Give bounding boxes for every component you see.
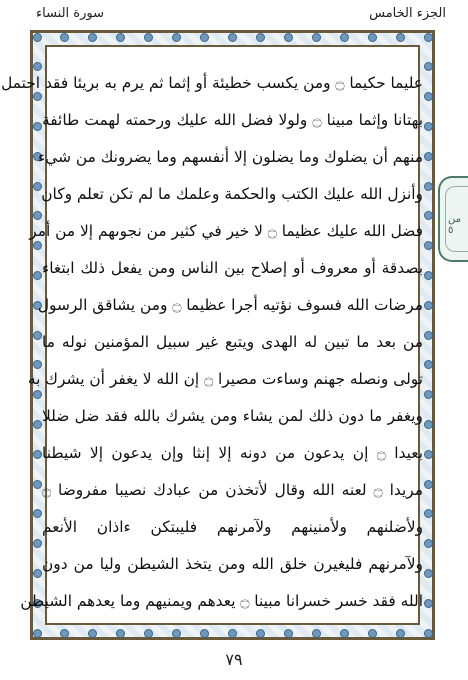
ornament-dot	[33, 271, 42, 280]
ornament-dot	[396, 33, 405, 42]
ornament-dot	[424, 152, 433, 161]
ornament-dot	[33, 33, 42, 42]
ornament-dot	[424, 271, 433, 280]
ornament-dot	[33, 509, 42, 518]
page-header	[0, 0, 468, 30]
ornament-dot	[424, 599, 433, 608]
ornament-dot	[33, 629, 42, 638]
ornament-dot	[340, 33, 349, 42]
verse-line-3: منهم أن يضلوك وما يضلون إلا أنفسهم وما يضرونك من شيء	[38, 148, 423, 166]
verse-line-6: بصدقة أو معروف أو إصلاح بين الناس ومن يفعل ذلك ابتغاء	[42, 259, 423, 277]
ornament-dot	[33, 569, 42, 578]
ornament-dot	[60, 33, 69, 42]
ornament-dot	[396, 629, 405, 638]
verse-line-10: ويغفر ما دون ذلك لمن يشاء ومن يشرك بالله فقد ضل ضللا	[42, 407, 423, 425]
ornament-dot	[424, 629, 433, 638]
surah-label: سورة النساء	[36, 6, 104, 21]
ornament-dot	[424, 539, 433, 548]
ornament-dot	[33, 331, 42, 340]
verse-line-1: عليما حكيما ۝ ومن يكسب خطيئة أو إثما ثم يرم به بريئا فقد احتمل	[1, 74, 423, 92]
verse-lines	[1, 66, 424, 626]
ornament-dot	[200, 33, 209, 42]
ornament-dot	[284, 33, 293, 42]
ornament-dot	[172, 33, 181, 42]
ornament-dot	[200, 629, 209, 638]
ornament-dot	[312, 629, 321, 638]
ornament-dot	[284, 629, 293, 638]
verse-line-5: فضل الله عليك عظيما ۝ لا خير في كثير من نجوىهم إلا من أمر	[29, 222, 423, 240]
ornament-dot	[228, 629, 237, 638]
ornament-dot	[424, 241, 433, 250]
verse-line-13: ولأضلنهم ولأمنينهم ولآمرنهم فليبتكن ءاذان الأنعم	[42, 518, 423, 536]
ornament-dot	[424, 509, 433, 518]
ornament-dot	[33, 539, 42, 548]
ornament-dot	[228, 33, 237, 42]
ornament-dot	[424, 480, 433, 489]
ornament-dot	[424, 122, 433, 131]
ornament-dot	[256, 33, 265, 42]
ornament-dot	[368, 33, 377, 42]
ornament-dot	[424, 331, 433, 340]
ornament-dot	[256, 629, 265, 638]
ornament-dot	[144, 33, 153, 42]
verse-line-4: وأنزل الله عليك الكتب والحكمة وعلمك ما لم تكن تعلم وكان	[41, 185, 423, 203]
ornament-dot	[424, 182, 433, 191]
ornament-dot	[368, 629, 377, 638]
ornament-dot	[33, 420, 42, 429]
ornament-dot	[424, 360, 433, 369]
ornament-dot	[116, 629, 125, 638]
ornament-dot	[424, 301, 433, 310]
ornament-dot	[60, 629, 69, 638]
ornament-dot	[116, 33, 125, 42]
ornament-dot	[424, 450, 433, 459]
verse-line-2: بهتانا وإثما مبينا ۝ ولولا فضل الله عليك ورحمته لهمت طائفة	[42, 111, 424, 129]
verse-line-11: بعيدا ۝ إن يدعون من دونه إلا إنثا وإن يدعون إلا شيطنا	[42, 444, 424, 462]
verse-line-9: تولى ونصله جهنم وساءت مصيرا ۝ إن الله لا يغفر أن يشرك به	[27, 370, 423, 388]
ornament-dot	[424, 92, 433, 101]
verse-line-8: من بعد ما تبين له الهدى ويتبع غير سبيل المؤمنين نوله ما	[42, 333, 423, 351]
hizb-marker-label: من ٥	[448, 214, 461, 236]
ornament-dot	[312, 33, 321, 42]
ornament-dot	[144, 629, 153, 638]
page-number: ٧٩	[225, 650, 243, 669]
hizb-marker	[438, 176, 468, 262]
ornament-dot	[88, 629, 97, 638]
ornament-dot	[33, 450, 42, 459]
verse-line-12: مريدا ۝ لعنه الله وقال لأتخذن من عبادك نصيبا مفروضا ۝	[42, 481, 423, 499]
ornament-dot	[340, 629, 349, 638]
verse-line-7: مرضات الله فسوف نؤتيه أجرا عظيما ۝ ومن يشاقق الرسول	[37, 296, 423, 314]
ornament-dot	[424, 62, 433, 71]
ornament-dot	[172, 629, 181, 638]
ornament-dot	[33, 182, 42, 191]
ornament-dot	[424, 569, 433, 578]
ornament-dot	[88, 33, 97, 42]
verse-line-15: الله فقد خسر خسرانا مبينا ۝ يعدهم ويمنيهم وما يعدهم الشيطن	[20, 592, 423, 610]
ornament-dot	[424, 390, 433, 399]
ornament-dot	[33, 122, 42, 131]
juz-label: الجزء الخامس	[369, 6, 446, 21]
ornament-dot	[424, 211, 433, 220]
ornament-dot	[424, 420, 433, 429]
verse-line-14: ولآمرنهم فليغيرن خلق الله ومن يتخذ الشيطن وليا من دون	[42, 555, 423, 573]
ornament-dot	[424, 33, 433, 42]
ornament-dot	[33, 480, 42, 489]
